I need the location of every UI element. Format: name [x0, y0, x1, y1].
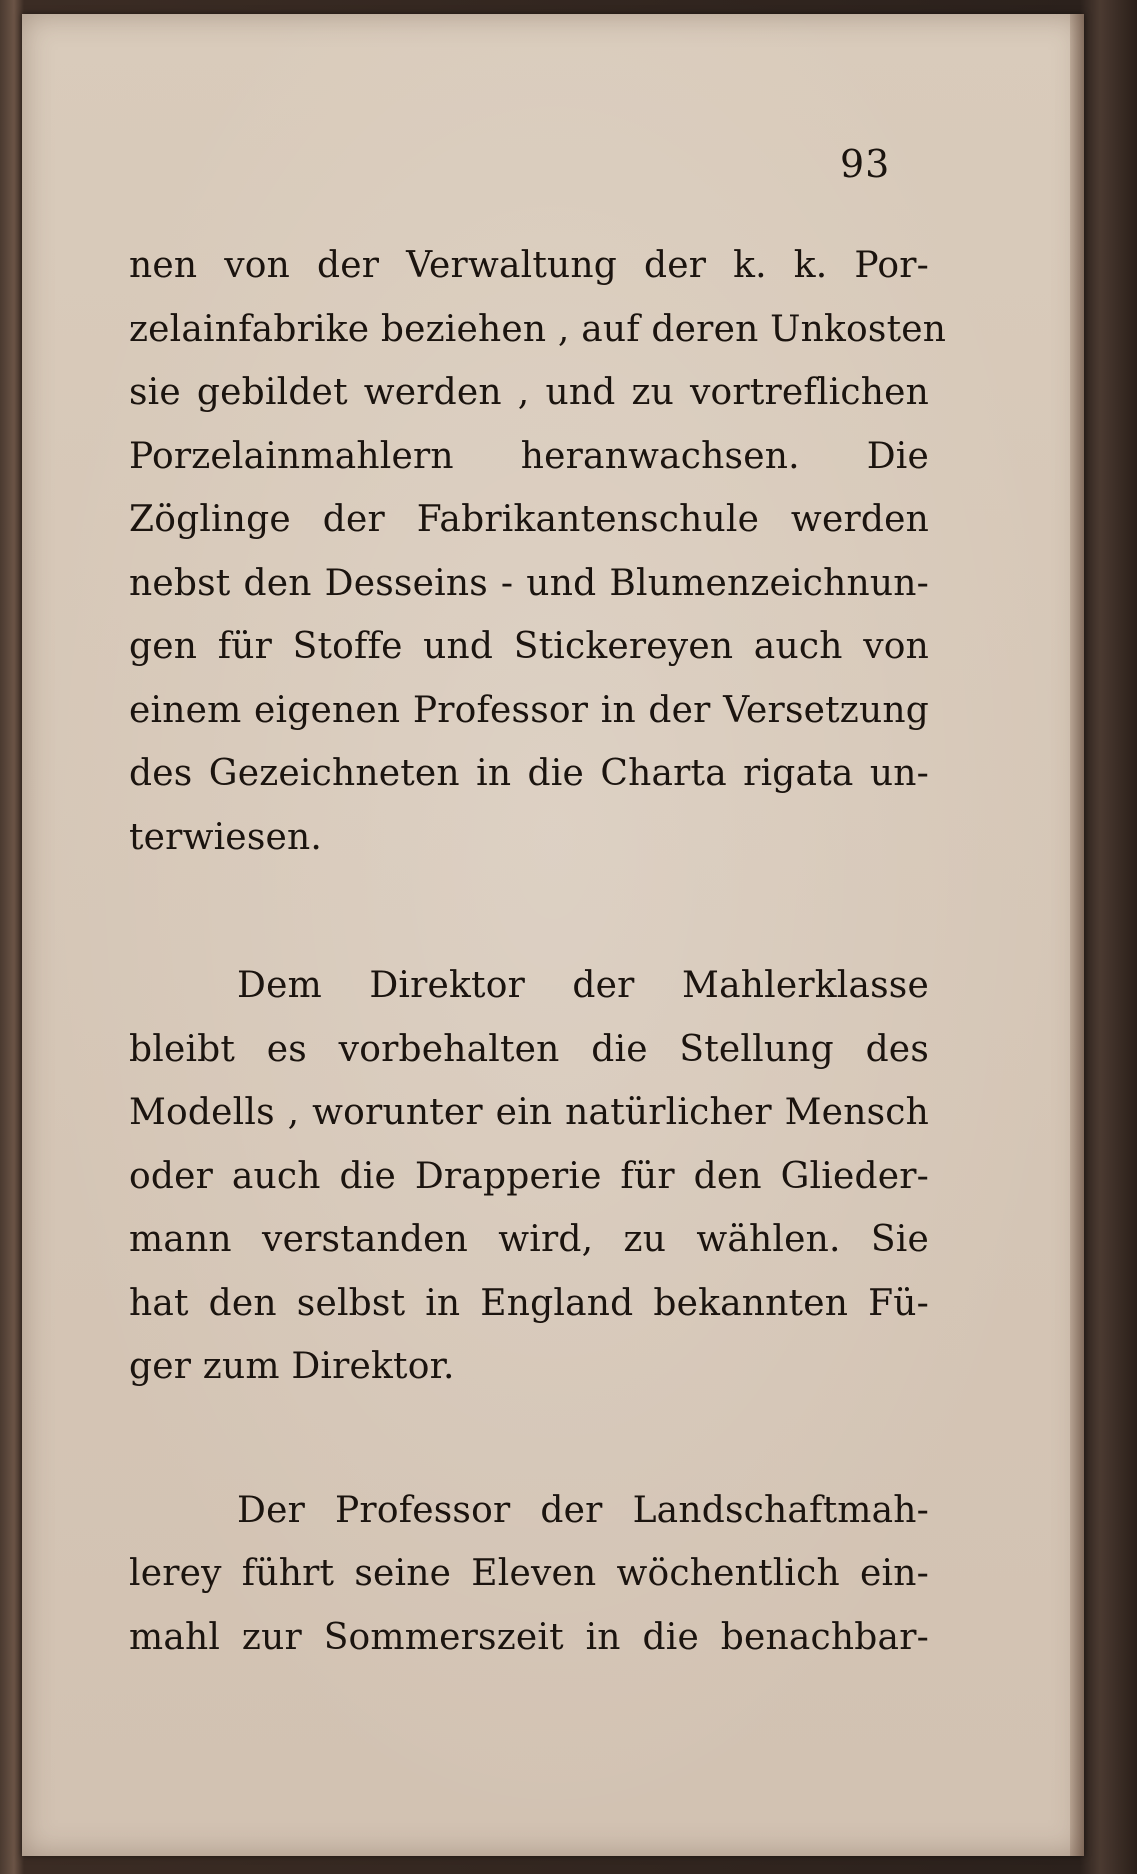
text-line: zelainfabrike beziehen , auf deren Unkosten: [129, 308, 947, 350]
text-line: terwiesen.: [129, 816, 323, 858]
text-line: oder auch die Drapperie für den Glieder-: [129, 1155, 929, 1197]
page-edge: [1070, 14, 1084, 1856]
text-line: gen für Stoffe und Stickereyen auch von: [129, 626, 929, 667]
paragraph-1: [129, 234, 947, 869]
text-line: Der Professor der Landschaftmah-: [237, 1489, 929, 1531]
book-page: [22, 14, 1084, 1856]
text-line: nebst den Desseins - und Blumenzeichnun-: [129, 562, 929, 604]
paragraph-spacer: [129, 1399, 929, 1479]
text-line: sie gebildet werden , und zu vortreflichen: [129, 372, 929, 413]
page-number: 93: [840, 142, 891, 186]
text-line: Modells , worunter ein natürlicher Mensch: [129, 1092, 929, 1133]
text-line: Porzelainmahlern heranwachsen. Die: [129, 435, 929, 477]
text-line: Zöglinge der Fabrikantenschule werden: [129, 499, 929, 540]
paragraph-spacer: [129, 869, 929, 954]
text-line: lerey führt seine Eleven wöchentlich ein-: [129, 1553, 929, 1594]
body-text: [129, 234, 947, 1669]
paragraph-2: [129, 954, 929, 1399]
text-line: mahl zur Sommerszeit in die benachbar-: [129, 1616, 929, 1658]
text-line: bleibt es vorbehalten die Stellung des: [129, 1028, 929, 1070]
text-line: hat den selbst in England bekannten Fü-: [129, 1282, 929, 1324]
paragraph-3: [129, 1479, 929, 1670]
text-line: mann verstanden wird, zu wählen. Sie: [129, 1219, 929, 1260]
text-line: des Gezeichneten in die Charta rigata un-: [129, 753, 929, 794]
text-line: einem eigenen Professor in der Versetzung: [129, 689, 929, 731]
text-line: nen von der Verwaltung der k. k. Por-: [129, 245, 929, 286]
text-line: ger zum Direktor.: [129, 1346, 455, 1387]
text-line: Dem Direktor der Mahlerklasse: [237, 965, 929, 1006]
